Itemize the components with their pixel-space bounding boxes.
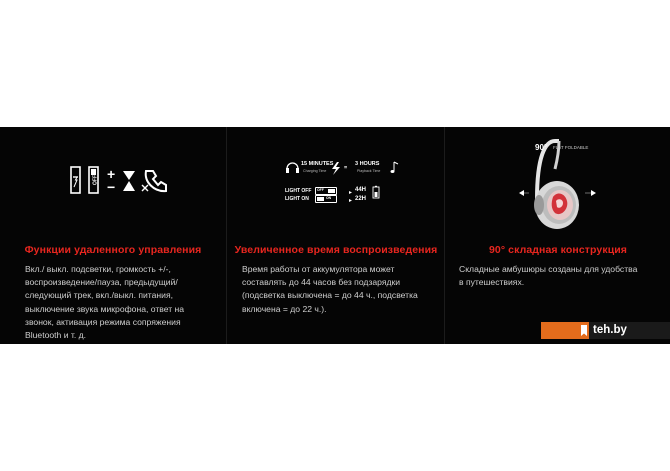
light-off-label: LIGHT OFF <box>285 188 312 194</box>
toggle-off-text: OFF <box>317 188 324 192</box>
remote-icons-svg <box>70 165 180 195</box>
play-time-value: 3 HOURS <box>355 161 380 167</box>
equals-sign: = <box>344 165 348 171</box>
watermark <box>541 322 670 339</box>
minus-glyph: − <box>107 179 116 195</box>
volume-plus-minus-icon <box>107 166 115 195</box>
feature-foldable <box>444 127 670 344</box>
battery-icon <box>373 186 379 198</box>
feature-remote-control <box>0 127 226 344</box>
features-band <box>0 127 670 344</box>
charge-time-label: Charging Time <box>303 169 327 173</box>
light-off-toggle <box>315 187 337 195</box>
tag-icon <box>579 324 589 337</box>
off-label: OFF <box>92 175 99 185</box>
mic-mute-call-icon <box>142 171 166 191</box>
previous-next-track-icon <box>123 171 135 191</box>
light-on-toggle <box>315 195 337 203</box>
foldable-headset-image <box>515 137 607 237</box>
feature-title: Функции удаленного управления <box>24 244 202 256</box>
light-toggle-icon <box>71 167 80 193</box>
feature-playback-time <box>226 127 445 344</box>
feature-description: Складные амбушюры созданы для удобства в путешествиях. <box>459 264 638 288</box>
feature-description: Время работы от аккумулятора может составлять до 44 часов без подзарядки (подсветка выключена = до 44 ч., подсветка включена = до 22 ч.). <box>242 264 418 314</box>
fold-angle-label: 90° <box>535 143 548 152</box>
charge-time-value: 15 MINUTES <box>301 161 334 167</box>
play-time-label: Playback Time <box>357 169 381 173</box>
toggle-on-text: ON <box>326 196 332 200</box>
light-on-value: 22H <box>355 196 367 202</box>
headphones-icon <box>286 163 299 173</box>
plus-glyph: + <box>107 166 116 182</box>
feature-title: 90° складная конструкция <box>488 244 628 256</box>
remote-icons-strip <box>70 165 180 195</box>
fold-caption: FLAT FOLDABLE <box>553 145 589 150</box>
feature-description: Вкл./ выкл. подсветки, громкость +/-, воспроизведение/пауза, предыдущий/ следующий трек, вкл./выкл. питания, выключение звука микрофона, ответ на звонок, активация режима сопряжения Bluetooth и т. д. <box>25 264 185 341</box>
playback-infographic <box>285 159 405 207</box>
power-toggle-icon <box>89 167 99 193</box>
feature-title: Увеличенное время воспроизведения <box>234 244 438 256</box>
light-on-label: LIGHT ON <box>285 196 309 202</box>
light-off-value: 44H <box>355 187 367 193</box>
arrow-icons <box>349 191 352 202</box>
watermark-text: teh.by <box>589 322 670 339</box>
music-note-icon <box>391 162 399 173</box>
